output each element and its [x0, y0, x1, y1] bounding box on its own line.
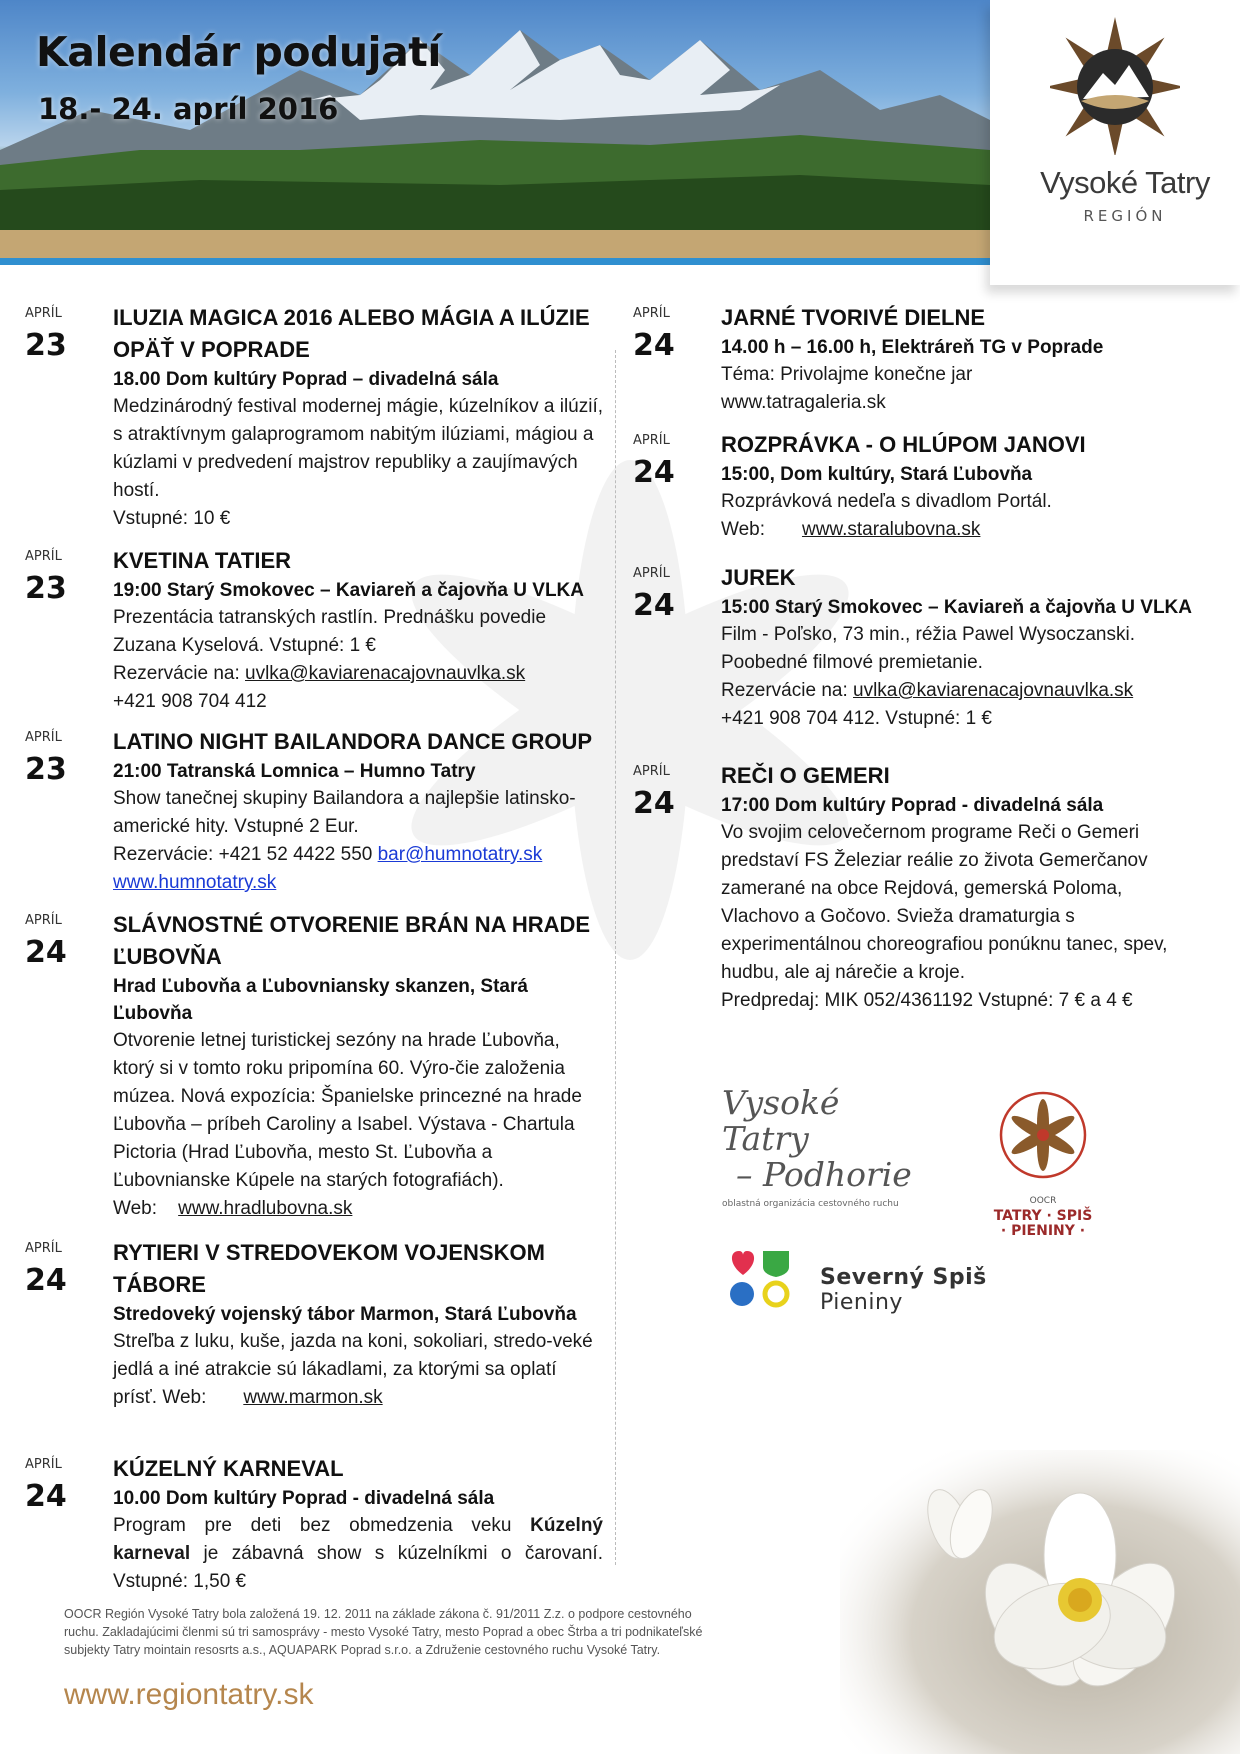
event-day: 24 [633, 328, 675, 363]
event-title: RYTIERI V STREDOVEKOM VOJENSKOM TÁBORE [113, 1240, 545, 1297]
event-month: APRÍL [633, 566, 670, 581]
web-link[interactable]: www.humnotatry.sk [113, 872, 277, 893]
web-link[interactable]: www.marmon.sk [243, 1387, 383, 1408]
event-price: Predpredaj: MIK 052/4361192 Vstupné: 7 € a 4 € [721, 990, 1133, 1011]
event-description [113, 1328, 603, 1412]
event-item [25, 1237, 603, 1412]
event-month: APRÍL [25, 730, 62, 745]
column-divider [615, 350, 616, 1565]
event-time-place: 15:00, Dom kultúry, Stará Ľubovňa [721, 464, 1033, 485]
flower-logo-icon [988, 1090, 1098, 1190]
event-description: Prezentácia tatranských rastlín. Prednášku povedie Zuzana Kyselová. Vstupné: 1 € [113, 607, 547, 656]
event-time-place: 14.00 h – 16.00 h, Elektráreň TG v Poprade [721, 337, 1104, 358]
event-phone: +421 908 704 412 [113, 691, 267, 712]
footer-note: OOCR Región Vysoké Tatry bola založená 19. 12. 2011 na základe zákona č. 91/2011 Z.z. o podpore cestovného ruchu. Zakladajúcimi členmi sú tri samosprávy - mesto Vysoké Tatry, mesto Poprad a obec Štrba a tri podnikateľské subjekty Tatry mointain resosrts a.s., AQUAPARK Poprad s.r.o. a Združenie cestovného ruchu Vysoké Tatry. [64, 1607, 703, 1657]
edelweiss-logo-icon [1050, 15, 1180, 155]
event-description: Vo svojim celovečernom programe Reči o Gemeri predstaví FS Železiar reálie zo života Gemerčanov zamerané na obce Rejdová, gemerská Poloma, Vlachovo a Gočovo. Svieža dramaturgia s experimentálnou choreografiou ponúknu tanec, spev, hudbu, ale aj nárečie a kroje. [721, 822, 1168, 983]
contact-label: Rezervácie: +421 52 4422 550 [113, 844, 378, 865]
event-item [25, 1453, 603, 1596]
event-title: JARNÉ TVORIVÉ DIELNE [721, 305, 986, 330]
header-banner [0, 0, 990, 265]
event-item [633, 302, 1221, 417]
web-link[interactable]: www.tatragaleria.sk [721, 392, 886, 413]
event-item [25, 726, 603, 897]
event-contact [721, 677, 1221, 705]
partner-logo-label: OOCR [1029, 1196, 1057, 1206]
four-circles-logo-icon [727, 1247, 793, 1309]
brand-panel [990, 0, 1240, 285]
event-day: 24 [633, 588, 675, 623]
event-day: 24 [25, 1479, 67, 1514]
event-description-text: je zábavná show s kúzelníkmi o čarovaní. Vstupné: 1,50 € [113, 1543, 603, 1592]
event-title: ILUZIA MAGICA 2016 ALEBO MÁGIA A ILÚZIE OPÄŤ V POPRADE [113, 305, 590, 362]
page-title: Kalendár podujatí [36, 28, 441, 76]
event-description: Medzinárodný festival modernej mágie, kúzelníkov a ilúzií, s atraktívnym galaprogramom nabitým ilúziami, mágiou a kúzlami v predvedení majstrov republiky a zaujímavých hostí. [113, 396, 604, 501]
partner-logo-severny-spis [727, 1247, 1067, 1315]
event-price: Vstupné: 10 € [113, 508, 231, 529]
footer-website-link[interactable]: www.regiontatry.sk [64, 1678, 314, 1711]
brand-subtitle: REGIÓN [1083, 207, 1167, 225]
event-time-place: Stredoveký vojenský tábor Marmon, Stará Ľubovňa [113, 1304, 577, 1325]
event-description-text: Program pre deti bez obmedzenia veku [113, 1515, 531, 1536]
event-month: APRÍL [25, 549, 62, 564]
email-link[interactable]: bar@humnotatry.sk [377, 844, 543, 865]
event-item [633, 760, 1201, 1015]
partner-logo-title: Vysoké Tatry [722, 1083, 840, 1158]
event-title: JUREK [721, 565, 796, 590]
event-description: Show tanečnej skupiny Bailandora a najlepšie latinsko-americké hity. Vstupné 2 Eur. [113, 788, 576, 837]
date-range: 18.- 24. apríl 2016 [38, 92, 339, 126]
event-time-place: 21:00 Tatranská Lomnica – Humno Tatry [113, 761, 476, 782]
email-link[interactable]: uvlka@kaviarenacajovnauvlka.sk [245, 663, 526, 684]
event-description: Téma: Privolajme konečne jar [721, 364, 973, 385]
partner-logo-label [820, 1265, 1067, 1315]
event-item [633, 429, 1221, 544]
event-day: 24 [633, 455, 675, 490]
event-month: APRÍL [25, 913, 62, 928]
event-phone: +421 908 704 412. Vstupné: 1 € [721, 708, 992, 729]
event-item [633, 562, 1221, 733]
event-title: REČI O GEMERI [721, 763, 890, 788]
web-label: Web: [721, 519, 766, 540]
tan-band [0, 230, 990, 258]
event-day: 23 [25, 571, 67, 606]
partner-logo-title: – Podhorie [736, 1155, 912, 1194]
event-day: 24 [25, 1263, 67, 1298]
event-day: 23 [25, 752, 67, 787]
partner-logo-vysoke-tatry-podhorie [722, 1085, 922, 1209]
event-month: APRÍL [25, 1457, 62, 1472]
event-description: Film - Poľsko, 73 min., réžia Pawel Wysoczanski. Poobedné filmové premietanie. [721, 624, 1135, 673]
event-item [25, 545, 603, 716]
event-description [113, 1027, 603, 1223]
event-description-text: Otvorenie letnej turistickej sezóny na hrade Ľubovňa, ktorý si v tomto roku pripomína 60. Výro-čie založenia múzea. Nová expozícia: Španielske princezné na hrade Ľubovňa – príbeh Caroliny a Isabel. Výstava - Chartula Pictoria (Hrad Ľubovňa, mesto St. Ľubovňa a Ľubovnianske Kúpele na starých fotografiách). Web: [113, 1030, 582, 1219]
event-month: APRÍL [633, 433, 670, 448]
event-title: SLÁVNOSTNÉ OTVORENIE BRÁN NA HRADE ĽUBOVŇA [113, 912, 591, 969]
email-link[interactable]: uvlka@kaviarenacajovnauvlka.sk [853, 680, 1134, 701]
partner-logo-label: · PIENINY · [1000, 1223, 1086, 1239]
event-description-bold: Kúzelný karneval [113, 1515, 603, 1564]
event-month: APRÍL [25, 1241, 62, 1256]
event-description [113, 1512, 603, 1596]
event-time-place: 15:00 Starý Smokovec – Kaviareň a čajovňa U VLKA [721, 597, 1193, 618]
event-month: APRÍL [633, 764, 670, 779]
event-time-place: 17:00 Dom kultúry Poprad - divadelná sála [721, 795, 1104, 816]
event-item [25, 909, 603, 1223]
event-month: APRÍL [25, 306, 62, 321]
event-title: ROZPRÁVKA - O HLÚPOM JANOVI [721, 432, 1086, 457]
event-contact [113, 841, 603, 869]
contact-label: Rezervácie na: [113, 663, 246, 684]
event-time-place: 19:00 Starý Smokovec – Kaviareň a čajovňa U VLKA [113, 580, 585, 601]
event-day: 24 [25, 935, 67, 970]
event-day: 24 [633, 786, 675, 821]
event-time-place: Hrad Ľubovňa a Ľubovniansky skanzen, Stará Ľubovňa [113, 976, 528, 1024]
partner-logo-subtitle: oblastná organizácia cestovného ruchu [722, 1199, 899, 1209]
event-time-place: 18.00 Dom kultúry Poprad – divadelná sála [113, 369, 499, 390]
event-title: KÚZELNÝ KARNEVAL [113, 1456, 344, 1481]
event-contact [113, 660, 603, 688]
partner-logo-label: TATRY · SPIŠ [993, 1208, 1093, 1224]
event-day: 23 [25, 328, 67, 363]
event-title: KVETINA TATIER [113, 548, 292, 573]
event-description-text: Streľba z luku, kuše, jazda na koni, sokoliari, stredo-veké jedlá a iné atrakcie sú lákadlami, za ktorými sa oplatí prísť. Web: [113, 1331, 593, 1408]
brand-name: Vysoké Tatry [1040, 165, 1210, 200]
event-item [25, 302, 604, 533]
web-link[interactable]: www.staralubovna.sk [801, 519, 981, 540]
partner-logo-tatry-spis-pieniny [988, 1090, 1098, 1239]
partner-logo-label-bold: Severný Spiš [820, 1265, 987, 1290]
event-time-place: 10.00 Dom kultúry Poprad - divadelná sála [113, 1488, 495, 1509]
event-month: APRÍL [633, 306, 670, 321]
event-web [721, 516, 1221, 544]
pasqueflower-photo [840, 1450, 1240, 1754]
partner-logo-label-light: Pieniny [820, 1290, 903, 1315]
event-description: Rozprávková nedeľa s divadlom Portál. [721, 491, 1052, 512]
blue-band [0, 258, 990, 265]
contact-label: Rezervácie na: [721, 680, 854, 701]
web-link[interactable]: www.hradlubovna.sk [178, 1198, 353, 1219]
event-title: LATINO NIGHT BAILANDORA DANCE GROUP [113, 729, 593, 754]
